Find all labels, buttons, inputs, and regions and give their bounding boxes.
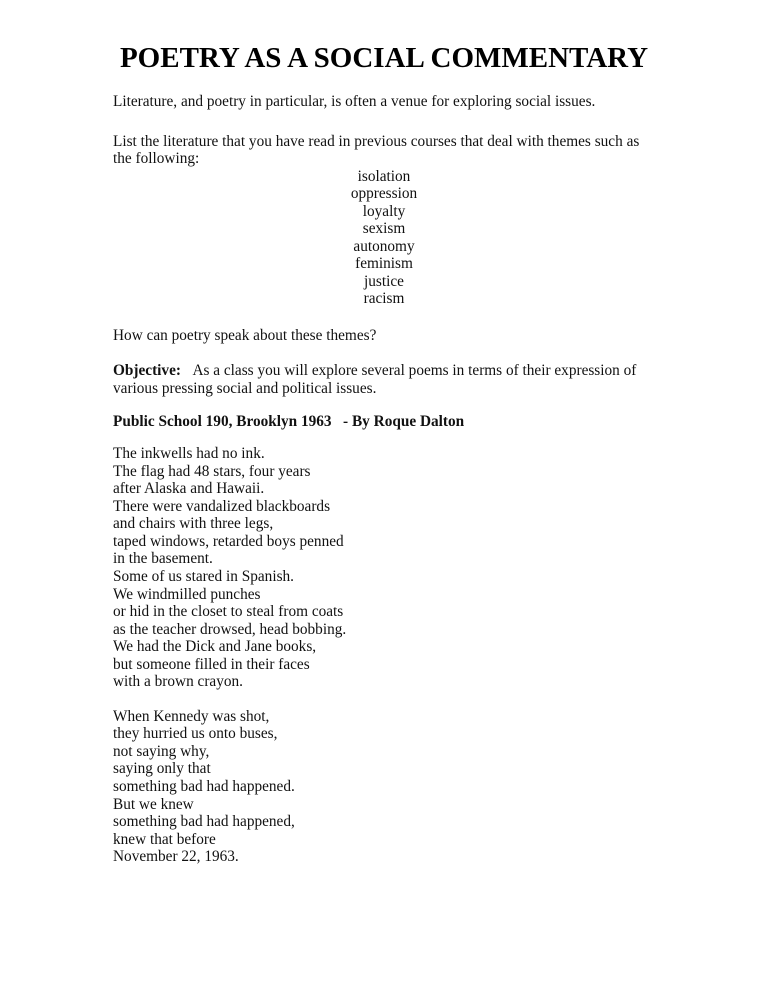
poem-line: or hid in the closet to steal from coats — [113, 603, 344, 621]
theme-item: autonomy — [353, 237, 415, 255]
theme-item: sexism — [362, 220, 406, 238]
poem-line: something bad had happened, — [113, 813, 295, 831]
poem-line: but someone filled in their faces — [113, 655, 310, 673]
themes-section — [113, 133, 658, 308]
poem-line: Some of us stared in Spanish. — [113, 567, 295, 585]
poem-stanza-1 — [113, 445, 658, 691]
discussion-question: How can poetry speak about these themes? — [113, 326, 377, 344]
poem-heading: Public School 190, Brooklyn 1963 - By Roque Dalton — [113, 412, 465, 430]
poem-line: There were vandalized blackboards — [113, 497, 331, 515]
theme-item: isolation — [357, 167, 411, 185]
objective-text: As a class you will explore several poems in terms of their expression of various pressing social and political issues. — [113, 362, 637, 397]
poem-line: November 22, 1963. — [113, 848, 239, 866]
poem-line: something bad had happened. — [113, 778, 295, 795]
poem-line: We had the Dick and Jane books, — [113, 638, 317, 656]
poem-line: But we knew — [113, 795, 194, 813]
poem-line: When Kennedy was shot, — [113, 707, 270, 725]
poem-line: they hurried us onto buses, — [113, 725, 278, 743]
poem-line: We windmilled punches — [113, 585, 261, 603]
themes-list — [113, 168, 655, 308]
poem-line: with a brown crayon. — [113, 673, 243, 691]
theme-item: feminism — [355, 255, 413, 273]
document-body — [113, 93, 658, 883]
objective-paragraph — [113, 362, 658, 397]
poem-line: knew that before — [113, 830, 216, 848]
poem-stanza-2 — [113, 708, 658, 866]
poem-line: in the basement. — [113, 550, 213, 568]
page-title: POETRY AS A SOCIAL COMMENTARY — [119, 42, 649, 74]
theme-item: justice — [364, 272, 404, 290]
theme-item: loyalty — [362, 202, 406, 220]
theme-item: oppression — [350, 185, 418, 203]
theme-item: racism — [363, 290, 405, 308]
poem-line: as the teacher drowsed, head bobbing. — [113, 620, 347, 638]
poem-line: after Alaska and Hawaii. — [113, 480, 265, 498]
poem-line: The flag had 48 stars, four years — [113, 462, 311, 480]
poem-line: saying only that — [113, 760, 211, 778]
poem-line: and chairs with three legs, — [113, 515, 274, 533]
intro-paragraph: Literature, and poetry in particular, is often a venue for exploring social issues. — [113, 93, 596, 110]
poem-line: not saying why, — [113, 742, 210, 760]
poem-line: taped windows, retarded boys penned — [113, 532, 344, 550]
poem-line: The inkwells had no ink. — [113, 445, 265, 463]
objective-label: Objective: — [113, 362, 181, 380]
list-prompt: List the literature that you have read in previous courses that deal with themes such as the following: — [113, 132, 640, 168]
